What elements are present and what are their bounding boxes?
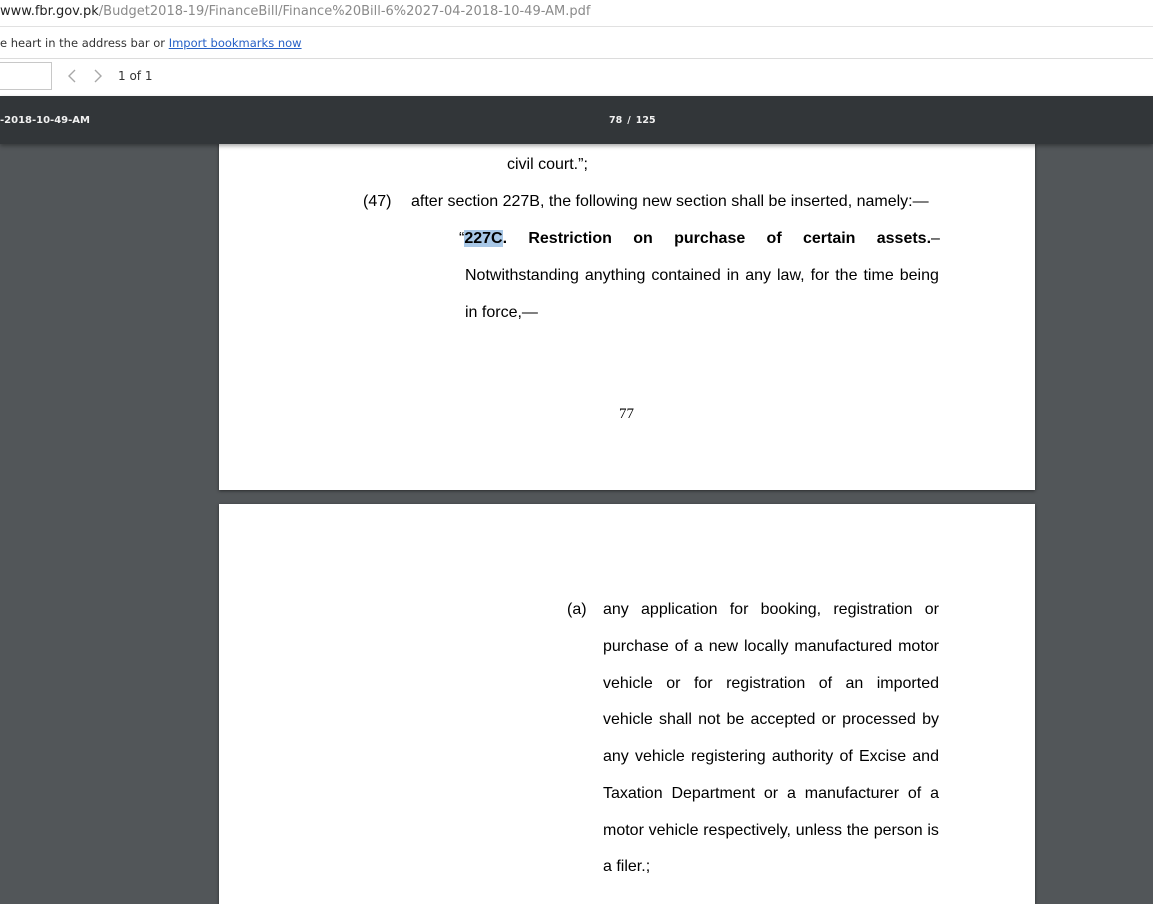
heading-token: [459, 230, 507, 248]
pdf-page-indicator: [609, 115, 656, 126]
word: contained: [651, 267, 721, 284]
word: any: [745, 267, 771, 284]
heading-word: on: [633, 230, 653, 247]
find-previous-icon[interactable]: [64, 67, 80, 85]
page-separator: /: [627, 115, 631, 126]
word: Taxation: [603, 785, 663, 802]
bookmarks-bar: [0, 27, 1153, 59]
url-domain: www.fbr.gov.pk: [0, 4, 99, 19]
pdf-document-title: -2018-10-49-AM: [0, 115, 90, 126]
word: processed: [842, 711, 916, 729]
bookmarks-message: [0, 36, 302, 50]
pdf-page-77: [219, 120, 1035, 490]
word: booking,: [760, 601, 822, 618]
word: Notwithstanding: [465, 267, 579, 284]
find-input[interactable]: [0, 62, 52, 90]
word: by: [922, 711, 939, 729]
word: accepted: [750, 711, 816, 729]
word: for: [693, 674, 713, 692]
pdf-page-78: [219, 504, 1035, 904]
word: new: [708, 637, 739, 655]
word: the: [835, 267, 858, 284]
clause-a-last-line: a filer.;: [603, 858, 651, 875]
item-number-47: (47): [363, 193, 392, 210]
word: authority: [771, 748, 834, 766]
clause-line: [603, 638, 939, 656]
word: of: [907, 785, 922, 802]
word: vehicle: [603, 711, 653, 729]
word: imported: [876, 674, 939, 692]
url-path: /Budget2018-19/FinanceBill/Finance%20Bill-6%2027-04-2018-10-49-AM.pdf: [98, 4, 591, 19]
clause-line: [603, 748, 939, 766]
word: Department: [671, 785, 756, 802]
word: manufacturer: [804, 785, 900, 802]
word: registration: [833, 601, 913, 618]
word: or: [763, 785, 779, 802]
word: person: [873, 821, 923, 839]
word: or: [821, 711, 836, 729]
word: purchase: [603, 637, 669, 655]
clause-label-a: (a): [567, 601, 587, 618]
item-47-text: after section 227B, the following new section shall be inserted, namely:—: [411, 193, 929, 210]
word: time: [863, 267, 894, 284]
word: the: [846, 821, 869, 839]
word: motor: [898, 637, 939, 655]
word: any: [603, 601, 629, 618]
clause-line: [603, 822, 939, 840]
clause-line: [603, 711, 939, 729]
total-pages: 125: [635, 115, 656, 126]
heading-dot: .: [502, 230, 508, 247]
current-page-number[interactable]: 78: [609, 115, 623, 126]
text-line-civil-court: civil court.”;: [507, 156, 588, 173]
section-227c-body-line: [465, 267, 939, 285]
word: of: [839, 748, 853, 766]
url-text[interactable]: [0, 4, 590, 19]
word: vehicle: [603, 674, 653, 692]
word: a: [693, 637, 703, 655]
word: any: [603, 748, 629, 766]
word: anything: [584, 267, 646, 284]
word: is: [927, 821, 939, 839]
heading-word: assets.: [876, 230, 932, 247]
search-highlight: 227C: [464, 230, 503, 247]
clause-line: [603, 675, 939, 693]
word: not: [698, 711, 721, 729]
heading-open-quote: “: [459, 230, 465, 247]
word: Excise: [858, 748, 907, 766]
word: a: [930, 785, 939, 802]
import-bookmarks-link[interactable]: Import bookmarks now: [168, 36, 302, 50]
heading-dash: –: [931, 230, 940, 247]
word: motor: [603, 821, 644, 839]
word: vehicle: [648, 821, 699, 839]
word: for: [810, 267, 830, 284]
word: being: [899, 267, 939, 284]
word: and: [912, 748, 939, 766]
heading-word: certain: [802, 230, 856, 247]
heading-word: Restriction: [528, 230, 612, 247]
word: for: [729, 601, 749, 618]
find-next-icon[interactable]: [90, 67, 106, 85]
word: application: [641, 601, 718, 618]
word: be: [726, 711, 745, 729]
heading-word: purchase: [674, 230, 746, 247]
heading-word: of: [766, 230, 782, 247]
word: unless: [795, 821, 842, 839]
word: an: [845, 674, 864, 692]
word: registration: [726, 674, 806, 692]
word: respectively,: [703, 821, 791, 839]
address-bar[interactable]: [0, 0, 1153, 27]
find-match-count: 1 of 1: [118, 69, 153, 83]
word: law,: [776, 267, 805, 284]
section-227c-body-end: in force,—: [465, 304, 538, 321]
word: a: [787, 785, 796, 802]
clause-line: [603, 601, 939, 619]
section-227c-heading: [459, 230, 940, 248]
find-bar: [0, 59, 1153, 96]
word: in: [726, 267, 740, 284]
pdf-toolbar: [0, 96, 1153, 144]
word: or: [924, 601, 939, 618]
heading-token: [877, 230, 940, 248]
word: manufactured: [794, 637, 893, 655]
page-number: 77: [619, 406, 634, 422]
bookmarks-hint: e heart in the address bar or: [0, 36, 166, 50]
word: or: [666, 674, 681, 692]
word: locally: [744, 637, 789, 655]
word: shall: [659, 711, 692, 729]
clause-line: [603, 785, 939, 803]
word: registering: [690, 748, 766, 766]
word: of: [674, 637, 689, 655]
word: vehicle: [634, 748, 685, 766]
word: of: [818, 674, 833, 692]
